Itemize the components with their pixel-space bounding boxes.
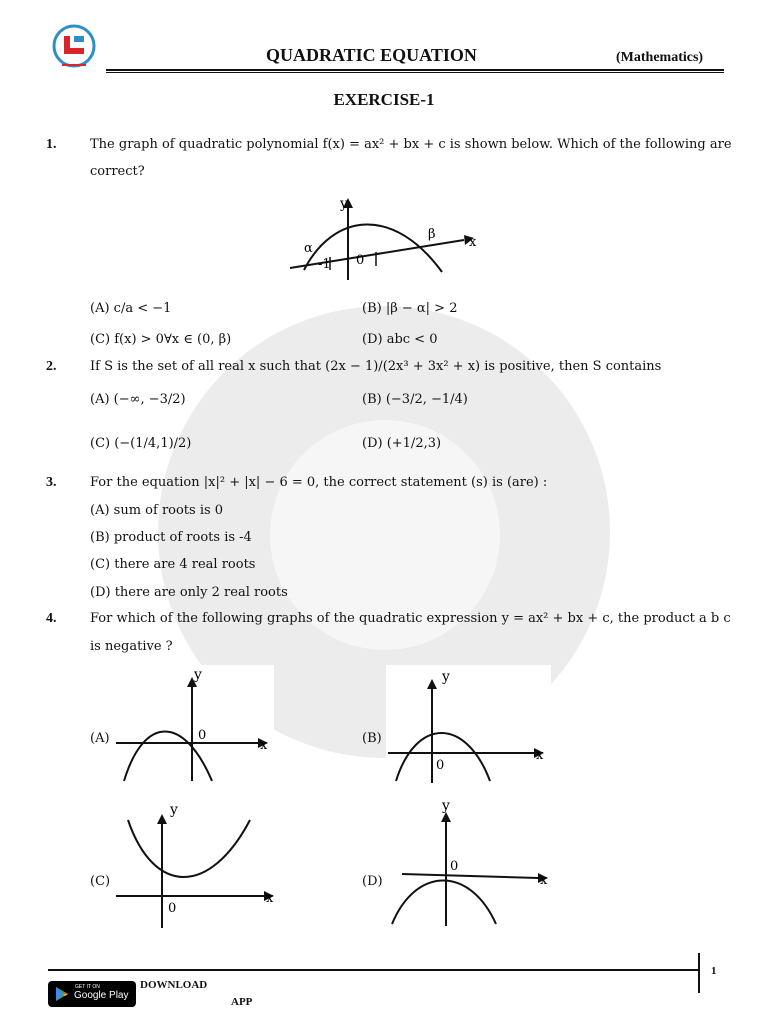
y-axis-label: y <box>442 800 450 814</box>
q1-beta-label: β <box>428 227 436 242</box>
question-text: For which of the following graphs of the quadratic expression y = ax² + bx + c, the product a b c <box>90 611 731 626</box>
header-rule-thin <box>106 72 724 73</box>
origin-label: 0 <box>436 758 445 773</box>
option-b: (B) <box>362 731 382 746</box>
page-number: 1 <box>711 965 717 977</box>
question-text-cont: correct? <box>90 164 145 179</box>
app-label: APP <box>231 996 253 1008</box>
subject-label: (Mathematics) <box>616 50 704 65</box>
question-text: The graph of quadratic polynomial f(x) = ax² + bx + c is shown below. Which of the following are <box>90 137 732 152</box>
x-axis-label: x <box>266 891 274 906</box>
question-number: 2. <box>46 359 57 374</box>
y-axis-label: y <box>170 802 178 818</box>
google-play-badge[interactable] <box>48 981 136 1007</box>
question-number: 1. <box>46 137 57 152</box>
download-label: DOWNLOAD <box>140 979 208 991</box>
x-axis-label: x <box>536 748 544 763</box>
y-axis-label: y <box>442 669 450 685</box>
option-a: (A) c/a < −1 <box>90 301 172 316</box>
badge-big-text: Google Play <box>74 990 129 1001</box>
option-b: (B) |β − α| > 2 <box>362 301 458 316</box>
q4-graph-a <box>114 665 274 789</box>
option-c: (C) there are 4 real roots <box>90 557 256 572</box>
origin-label: 0 <box>450 859 459 874</box>
option-d: (D) abc < 0 <box>362 332 438 347</box>
q1-zero-label: 0 <box>356 253 365 268</box>
q4-graph-b <box>386 665 551 789</box>
option-d: (D) there are only 2 real roots <box>90 585 288 600</box>
q1-alpha-label: α <box>304 241 313 256</box>
option-b: (B) (−3/2, −1/4) <box>362 392 468 407</box>
origin-label: 0 <box>198 728 207 743</box>
brand-logo <box>52 24 96 74</box>
y-axis-label: y <box>194 667 202 683</box>
q1-minus-one-label: -1 <box>318 257 331 272</box>
option-d: (D) <box>362 874 383 889</box>
question-number: 3. <box>46 475 57 490</box>
option-c: (C) f(x) > 0∀x ∈ (0, β) <box>90 332 232 347</box>
badge-small-text: GET IT ON <box>75 984 100 990</box>
footer-rule <box>48 969 698 971</box>
footer-divider <box>698 953 700 993</box>
q1-y-label: y <box>340 196 348 212</box>
header-rule <box>106 69 724 71</box>
play-store-icon <box>54 986 70 1002</box>
origin-label: 0 <box>168 901 177 916</box>
option-c: (C) (−(1/4,1)/2) <box>90 436 192 451</box>
option-a: (A) <box>90 731 110 746</box>
option-d: (D) (+1/2,3) <box>362 436 442 451</box>
q1-x-label: x <box>469 235 477 250</box>
option-a: (A) sum of roots is 0 <box>90 503 224 518</box>
question-text: For the equation |x|² + |x| − 6 = 0, the correct statement (s) is (are) : <box>90 475 548 490</box>
question-number: 4. <box>46 611 57 626</box>
q4-graph-c <box>114 800 284 934</box>
q4-graph-d <box>386 800 556 934</box>
exercise-title: EXERCISE-1 <box>333 90 435 109</box>
option-a: (A) (−∞, −3/2) <box>90 392 186 407</box>
option-b: (B) product of roots is -4 <box>90 530 252 545</box>
q1-graph <box>284 192 484 288</box>
page-title: QUADRATIC EQUATION <box>266 45 477 65</box>
option-c: (C) <box>90 874 111 889</box>
x-axis-label: x <box>260 738 268 753</box>
question-text-cont: is negative ? <box>90 639 173 654</box>
x-axis-label: x <box>540 873 548 888</box>
question-text: If S is the set of all real x such that (2x − 1)/(2x³ + 3x² + x) is positive, then S contains <box>90 359 662 374</box>
